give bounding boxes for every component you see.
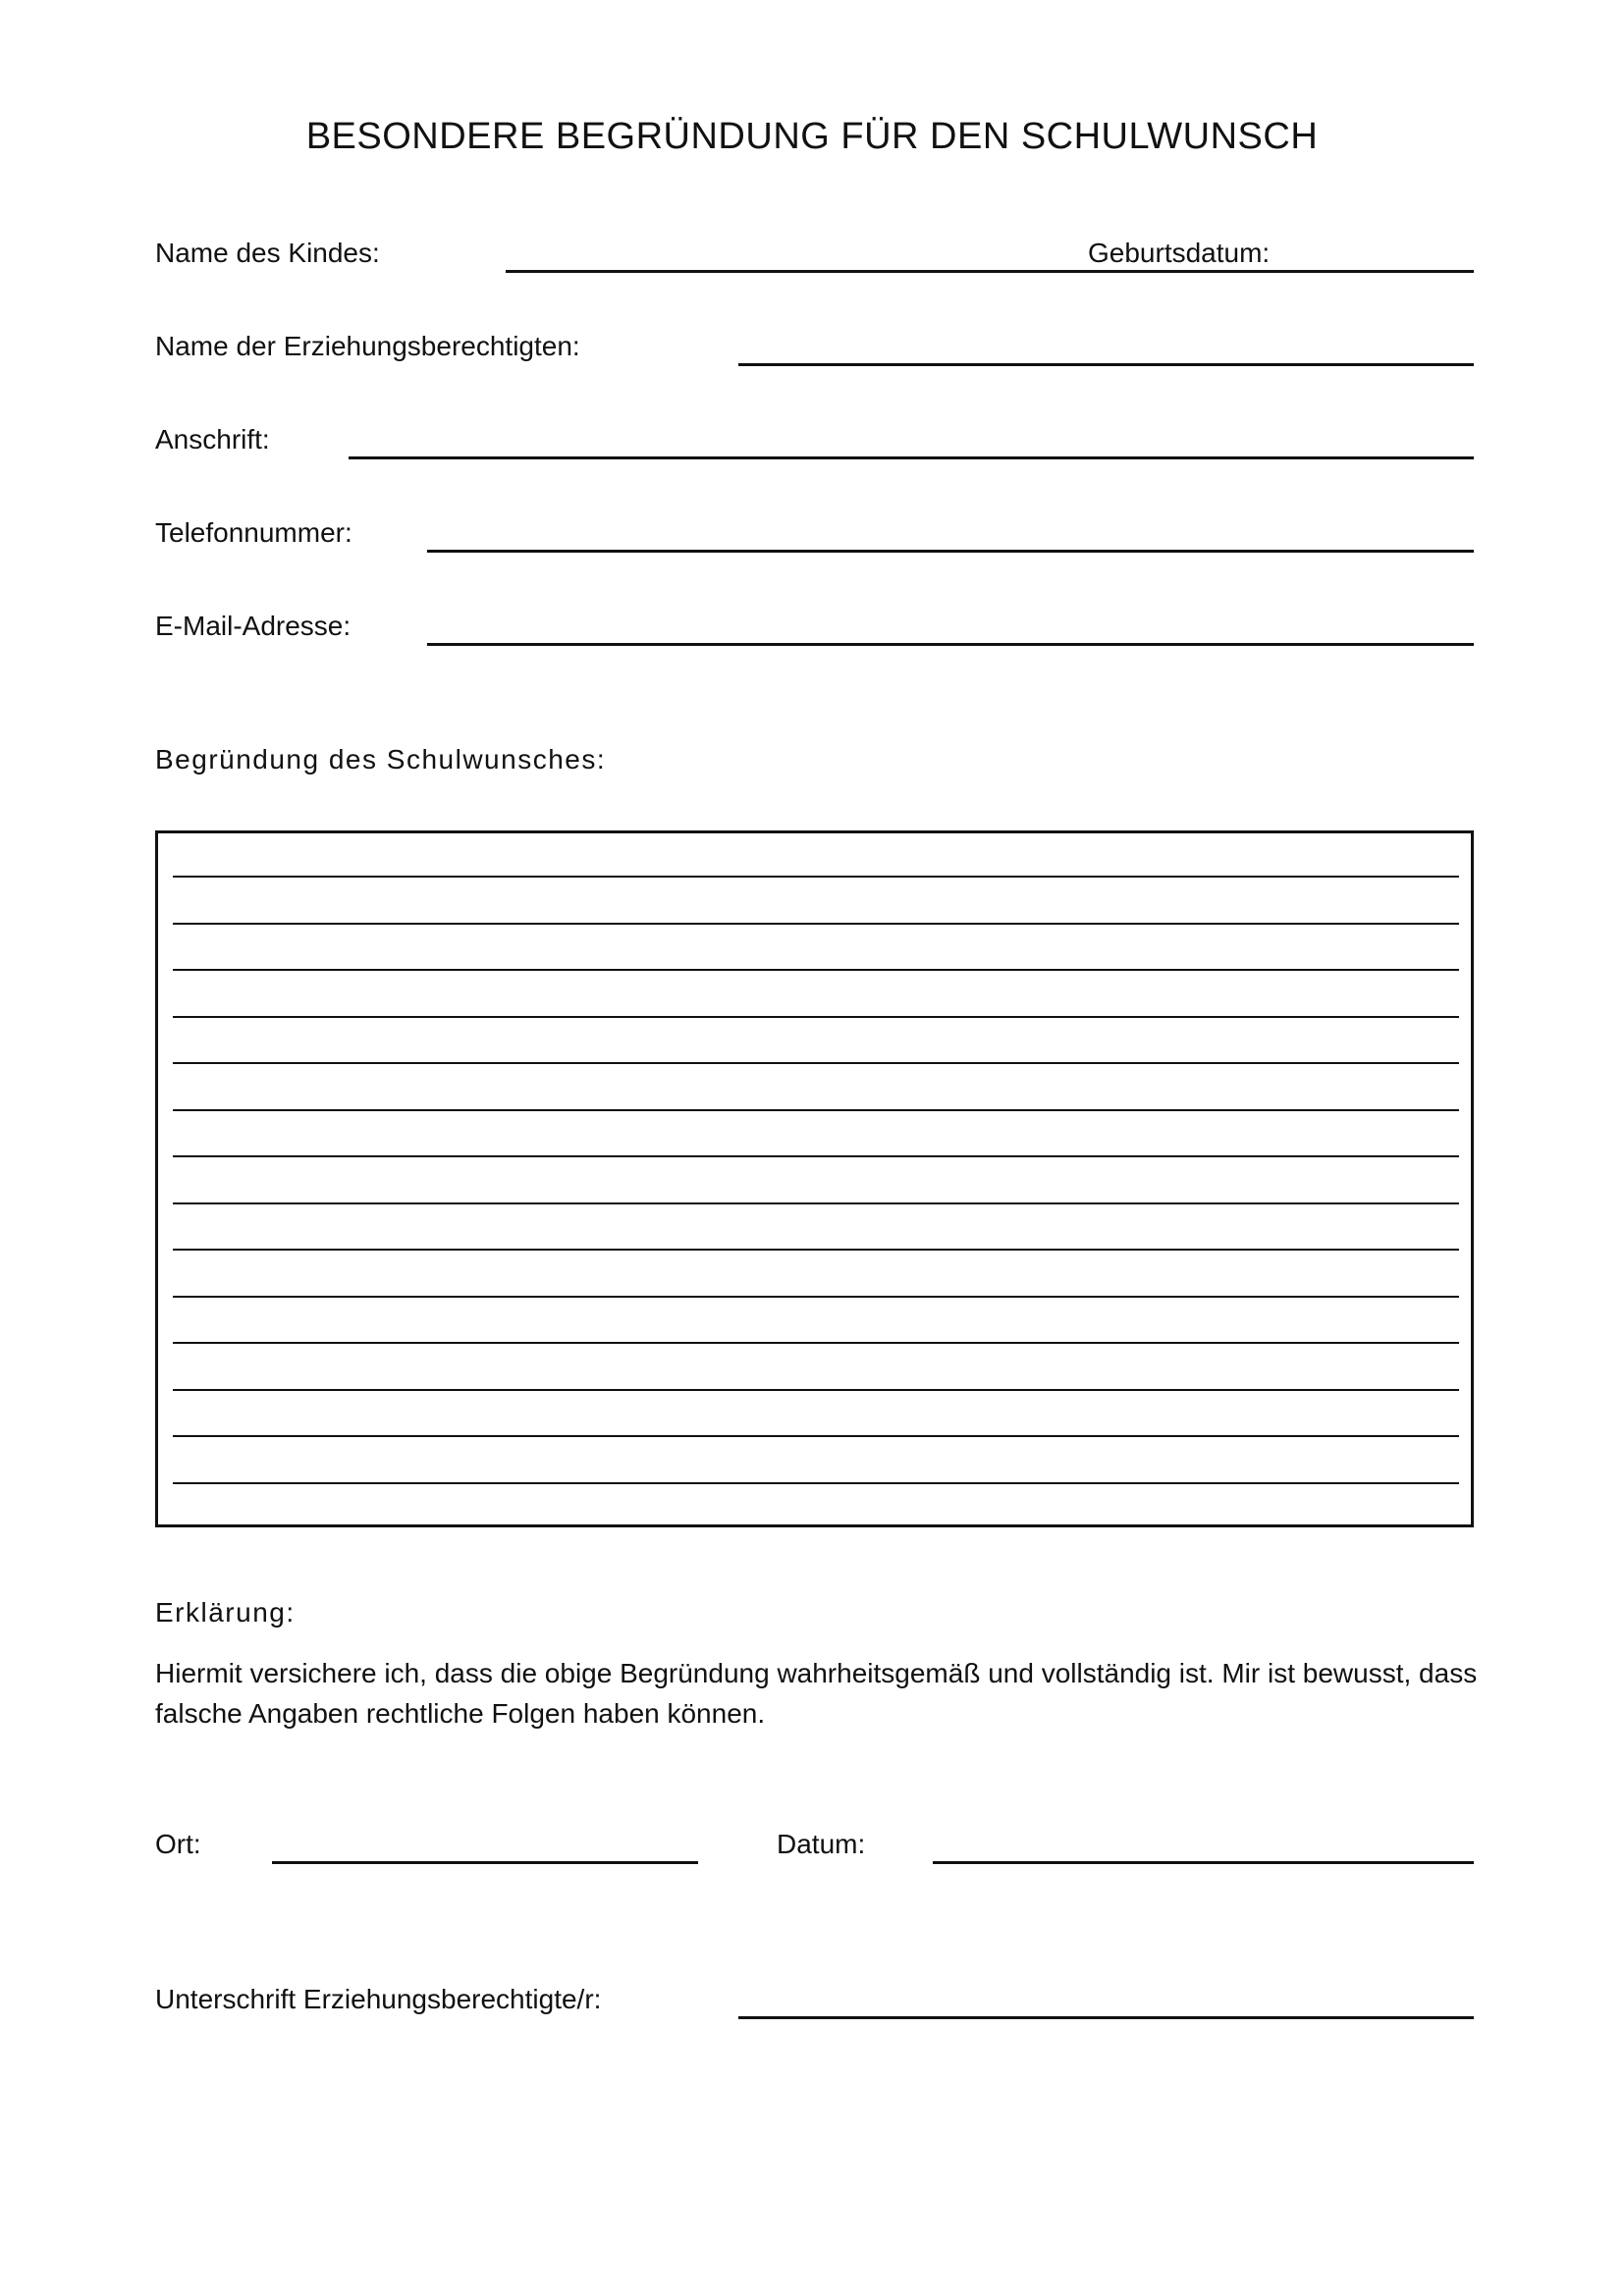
guardians-line[interactable] xyxy=(738,363,1474,366)
email-line[interactable] xyxy=(427,643,1474,646)
declaration-heading: Erklärung: xyxy=(155,1597,296,1628)
reason-writing-line xyxy=(173,1016,1459,1018)
page-title: BESONDERE BEGRÜNDUNG FÜR DEN SCHULWUNSCH xyxy=(305,116,1319,157)
reason-writing-line xyxy=(173,1202,1459,1204)
reason-writing-line xyxy=(173,1342,1459,1344)
guardians-label: Name der Erziehungsberechtigten: xyxy=(155,331,580,361)
email-label: E-Mail-Adresse: xyxy=(155,611,352,641)
reason-writing-line xyxy=(173,1296,1459,1298)
reason-writing-line xyxy=(173,969,1459,971)
signature-line[interactable] xyxy=(738,2016,1474,2019)
child-name-label: Name des Kindes: xyxy=(155,238,380,268)
place-line[interactable] xyxy=(272,1861,698,1864)
reason-writing-line xyxy=(173,876,1459,878)
reason-writing-line xyxy=(173,1482,1459,1484)
place-label: Ort: xyxy=(155,1829,201,1859)
reason-writing-line xyxy=(173,1249,1459,1251)
reason-heading: Begründung des Schulwunsches: xyxy=(155,744,607,774)
reason-writing-line xyxy=(173,1109,1459,1111)
phone-label: Telefonnummer: xyxy=(155,517,352,548)
reason-writing-line xyxy=(173,1062,1459,1064)
declaration-text: Hiermit versichere ich, dass die obige Begründung wahrheitsgemäß und vollständig ist. Mir ist bewusst, dass falsche Angaben rechtliche Folgen haben können. xyxy=(155,1658,1478,1729)
address-label: Anschrift: xyxy=(155,424,270,454)
reason-writing-line xyxy=(173,1435,1459,1437)
phone-line[interactable] xyxy=(427,550,1474,553)
date-label: Datum: xyxy=(777,1829,866,1859)
child-name-line[interactable] xyxy=(506,270,1474,273)
reason-writing-line xyxy=(173,1155,1459,1157)
date-line[interactable] xyxy=(933,1861,1474,1864)
address-line[interactable] xyxy=(349,456,1474,459)
reason-textarea[interactable] xyxy=(155,830,1474,1527)
reason-writing-line xyxy=(173,1389,1459,1391)
birth-date-label: Geburtsdatum: xyxy=(1088,238,1271,268)
signature-label: Unterschrift Erziehungsberechtigte/r: xyxy=(155,1984,602,2014)
reason-writing-line xyxy=(173,923,1459,925)
